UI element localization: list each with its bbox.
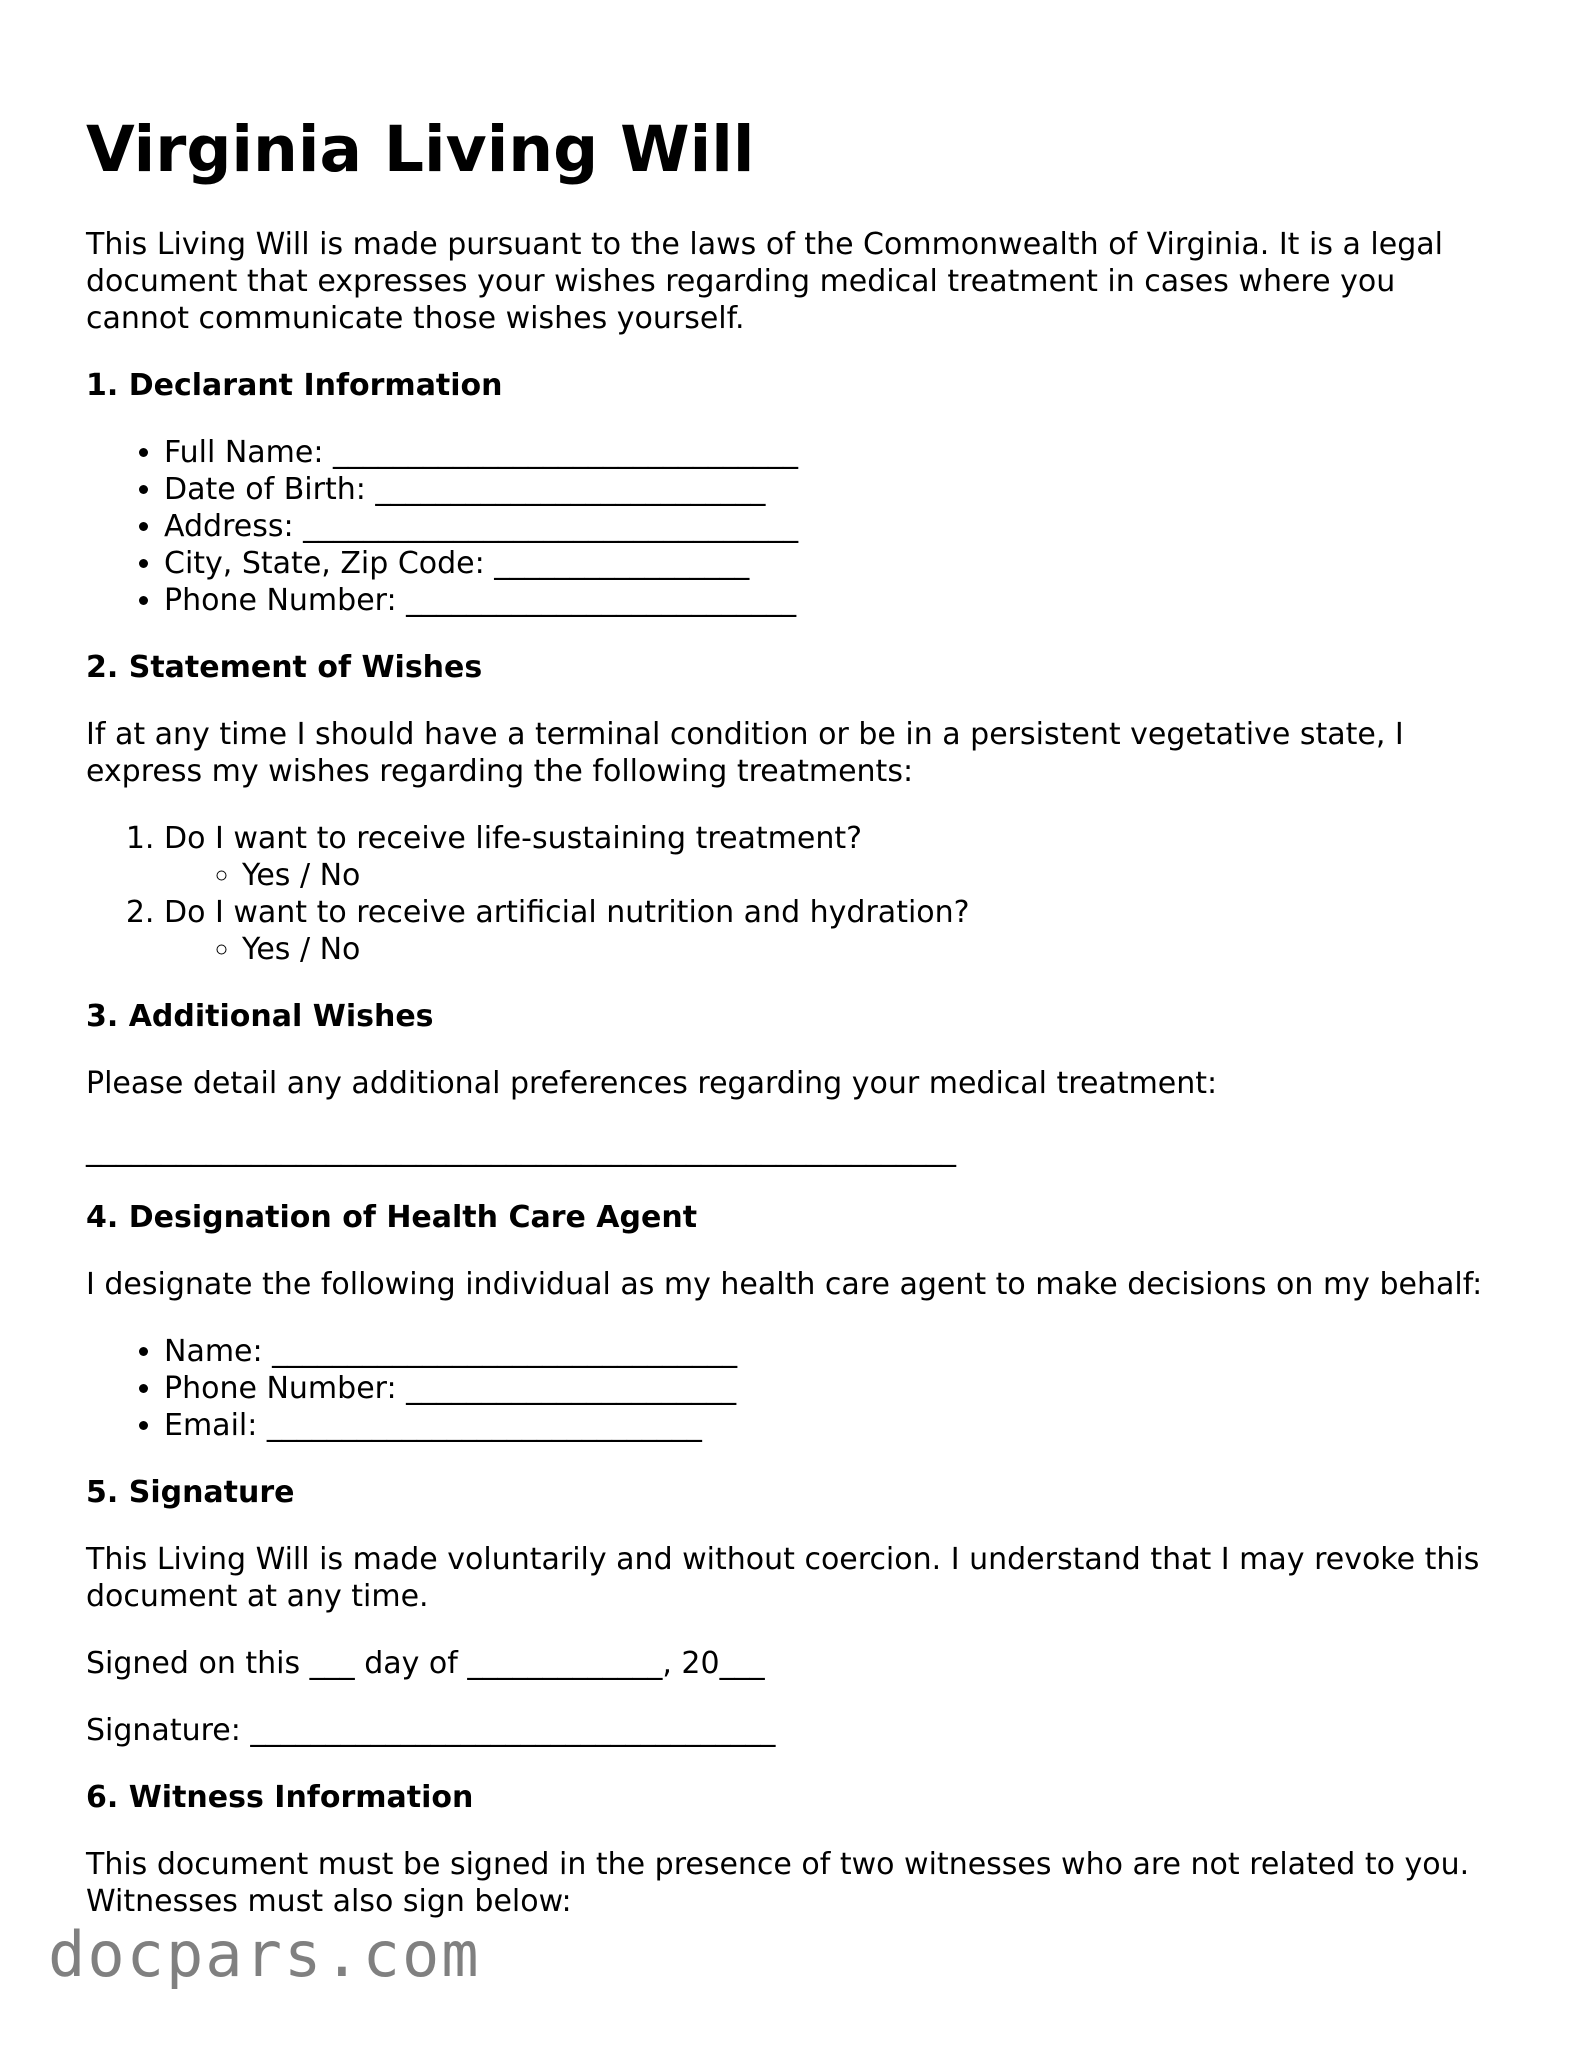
signed-on-line: Signed on this ___ day of _____________, 20___ <box>86 1646 765 1681</box>
field-date-of-birth: • Date of Birth: __________________________ <box>164 471 1506 508</box>
field-city-state-zip: • City, State, Zip Code: _________________ <box>164 545 1506 582</box>
document-body <box>86 226 1506 1950</box>
section-heading-witness: 6. Witness Information <box>86 1780 474 1815</box>
question-text: Do I want to receive life-sustaining treatment? <box>164 821 863 856</box>
treatment-questions-list <box>86 820 1506 968</box>
wishes-paragraph: If at any time I should have a terminal condition or be in a persistent vegetative state, I express my wishes regarding the following treatments: <box>86 717 1404 789</box>
question-text: Do I want to receive artificial nutrition and hydration? <box>164 895 970 930</box>
yes-no-option: ◦ Yes / No <box>242 931 1506 968</box>
section-heading-additional: 3. Additional Wishes <box>86 999 434 1034</box>
field-full-name: • Full Name: _______________________________ <box>164 434 1506 471</box>
field-phone-number: • Phone Number: __________________________ <box>164 582 1506 619</box>
additional-wishes-paragraph: Please detail any additional preferences regarding your medical treatment: <box>86 1066 1218 1101</box>
question-item <box>164 894 1506 968</box>
agent-fields-list <box>86 1333 1506 1444</box>
field-agent-phone: • Phone Number: ______________________ <box>164 1370 1506 1407</box>
answer-options <box>164 857 1506 894</box>
field-agent-email: • Email: _____________________________ <box>164 1407 1506 1444</box>
document-title: Virginia Living Will <box>86 113 755 186</box>
field-agent-name: • Name: _______________________________ <box>164 1333 1506 1370</box>
agent-paragraph: I designate the following individual as my health care agent to make decisions on my behalf: <box>86 1267 1483 1302</box>
additional-wishes-blank: __________________________________________________________ <box>86 1133 956 1168</box>
section-heading-declarant: 1. Declarant Information <box>86 368 503 403</box>
docpars-watermark: docpars.com <box>48 1918 481 1991</box>
section-heading-agent: 4. Designation of Health Care Agent <box>86 1200 698 1235</box>
question-item <box>164 820 1506 894</box>
signature-line: Signature: ___________________________________ <box>86 1713 776 1748</box>
signature-paragraph: This Living Will is made voluntarily and without coercion. I understand that I may revoke this document at any time. <box>86 1542 1480 1614</box>
section-heading-signature: 5. Signature <box>86 1475 295 1510</box>
witness-paragraph: This document must be signed in the presence of two witnesses who are not related to you. Witnesses must also sign below: <box>86 1847 1470 1919</box>
yes-no-option: ◦ Yes / No <box>242 857 1506 894</box>
section-heading-wishes: 2. Statement of Wishes <box>86 650 483 685</box>
declarant-fields-list <box>86 434 1506 619</box>
field-address: • Address: _________________________________ <box>164 508 1506 545</box>
intro-paragraph: This Living Will is made pursuant to the laws of the Commonwealth of Virginia. It is a legal document that expresses your wishes regarding medical treatment in cases where you cannot communicate those wishes yourself. <box>86 227 1443 336</box>
answer-options <box>164 931 1506 968</box>
